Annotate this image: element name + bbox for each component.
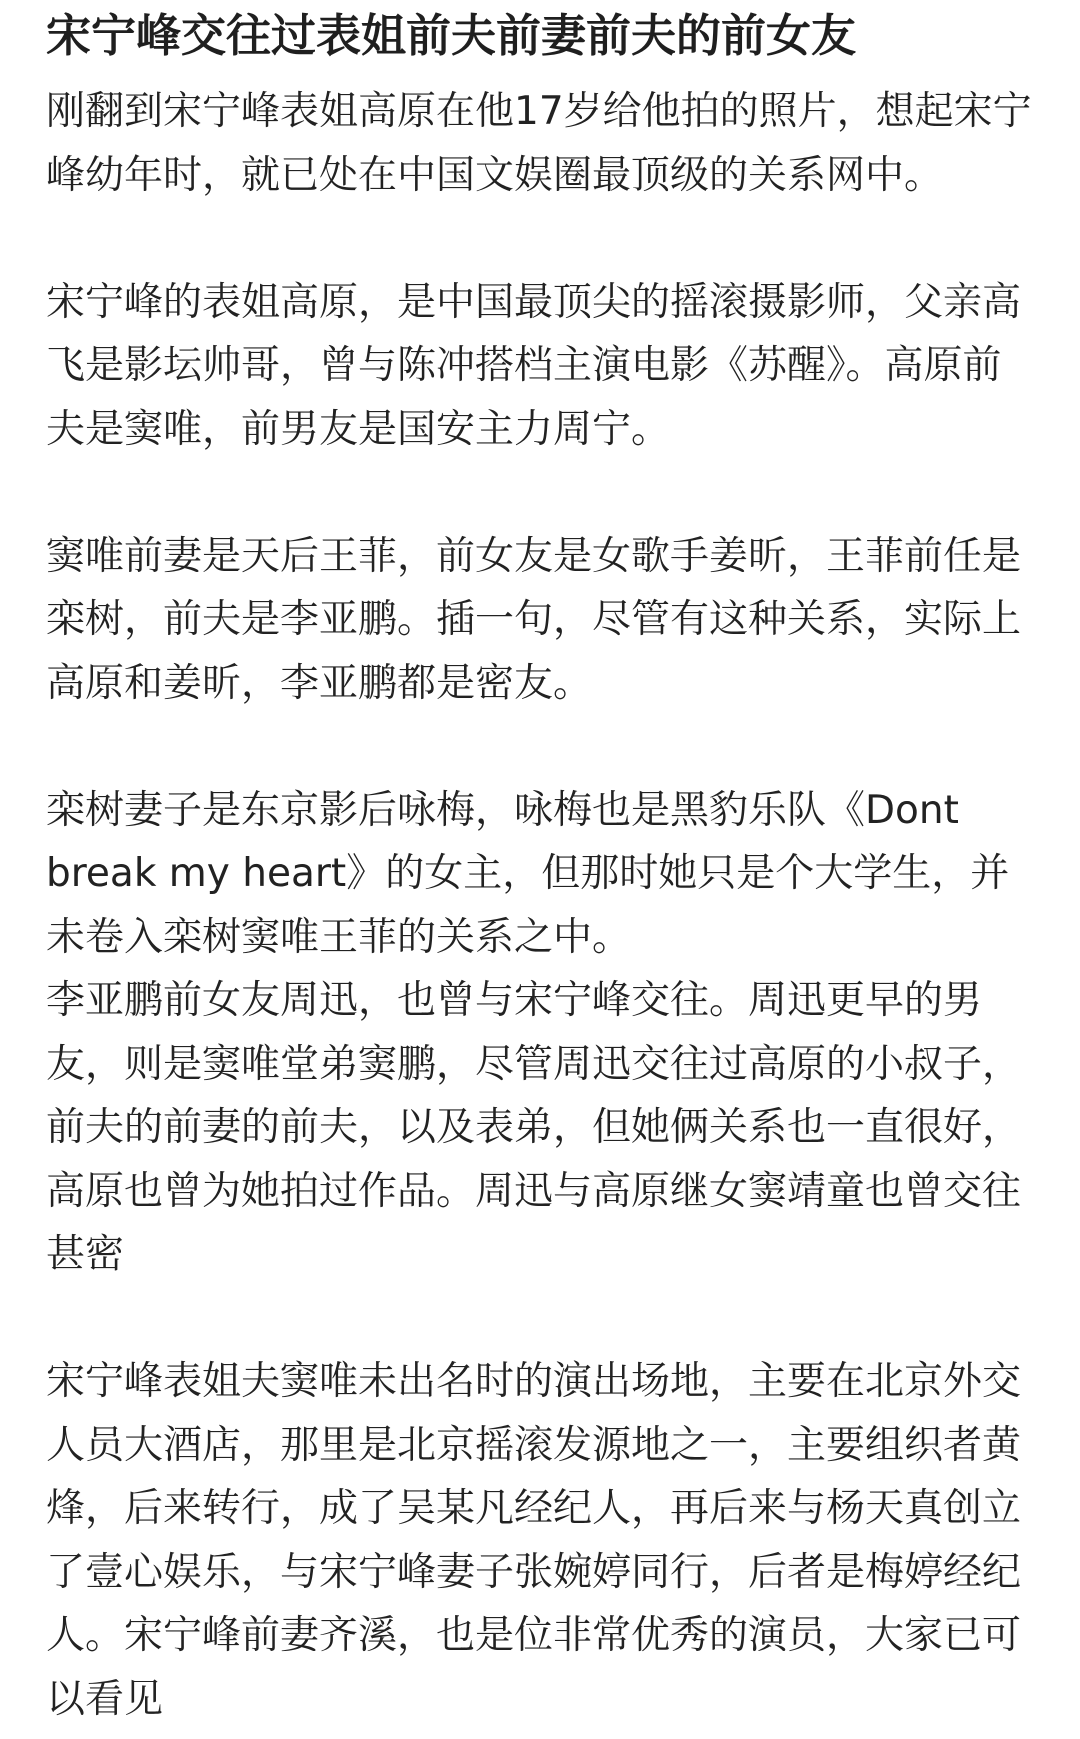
paragraph-spacer (46, 1287, 1040, 1351)
paragraph-spacer (46, 461, 1040, 525)
paragraph-spacer (46, 207, 1040, 271)
article-body (46, 80, 1040, 1731)
article-paragraph: 李亚鹏前女友周迅，也曾与宋宁峰交往。周迅更早的男友，则是窦唯堂弟窦鹏，尽管周迅交往过高原的小叔子，前夫的前妻的前夫，以及表弟，但她俩关系也一直很好，高原也曾为她拍过作品。周迅与高原继女窦靖童也曾交往甚密 (46, 978, 1022, 1277)
article-paragraph: 宋宁峰的表姐高原，是中国最顶尖的摇滚摄影师，父亲高飞是影坛帅哥，曾与陈冲搭档主演电影《苏醒》。高原前夫是窦唯，前男友是国安主力周宁。 (46, 279, 1022, 452)
article-paragraph: 窦唯前妻是天后王菲，前女友是女歌手姜昕，王菲前任是栾树，前夫是李亚鹏。插一句，尽管有这种关系，实际上高原和姜昕，李亚鹏都是密友。 (46, 533, 1022, 706)
article-paragraph: 宋宁峰表姐夫窦唯未出名时的演出场地，主要在北京外交人员大酒店，那里是北京摇滚发源地之一，主要组织者黄烽，后来转行，成了吴某凡经纪人，再后来与杨天真创立了壹心娱乐，与宋宁峰妻子张婉婷同行，后者是梅婷经纪人。宋宁峰前妻齐溪，也是位非常优秀的演员，大家已可以看见 (46, 1359, 1022, 1722)
paragraph-spacer (46, 715, 1040, 779)
article-paragraph: 栾树妻子是东京影后咏梅，咏梅也是黑豹乐队《Dont break my heart》的女主，但那时她只是个大学生，并未卷入栾树窦唯王菲的关系之中。 (46, 787, 1010, 960)
article-paragraph: 刚翻到宋宁峰表姐高原在他17岁给他拍的照片，想起宋宁峰幼年时，就已处在中国文娱圈最顶级的关系网中。 (46, 89, 1032, 198)
article-title: 宋宁峰交往过表姐前夫前妻前夫的前女友 (46, 9, 857, 62)
